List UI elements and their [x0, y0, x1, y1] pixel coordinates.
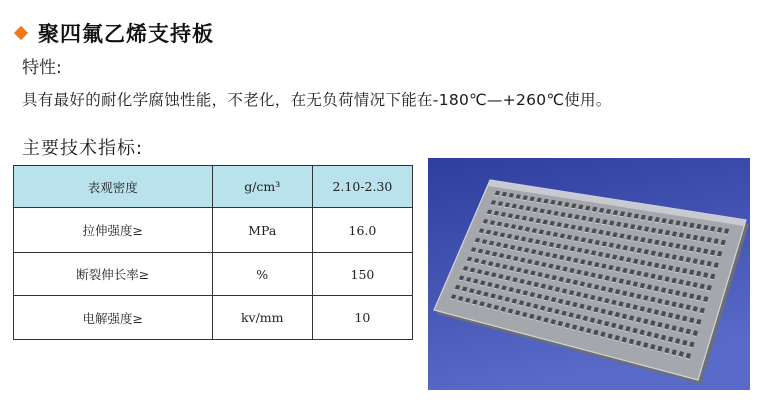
spec-table-row	[14, 208, 413, 253]
spec-table	[13, 165, 413, 340]
spec-unit-cell: MPa	[212, 208, 312, 253]
spec-value-cell: 10	[312, 296, 412, 340]
specs-heading: 主要技术指标:	[22, 138, 144, 159]
spec-unit-cell: g/cm³	[212, 166, 312, 208]
spec-name-cell: 断裂伸长率≥	[14, 253, 213, 296]
spec-value-cell: 2.10-2.30	[312, 166, 412, 208]
spec-unit-cell: kv/mm	[212, 296, 312, 340]
spec-value-cell: 150	[312, 253, 412, 296]
spec-name-cell: 表观密度	[14, 166, 213, 208]
spec-name-cell: 电解强度≥	[14, 296, 213, 340]
title-row	[14, 20, 214, 46]
spec-unit-cell: %	[212, 253, 312, 296]
spec-table-row	[14, 296, 413, 340]
ptfe-support-plate-photo-icon	[428, 158, 750, 390]
spec-table-row	[14, 253, 413, 296]
product-photo	[428, 158, 750, 390]
diamond-bullet-icon	[14, 26, 28, 40]
spec-table-header-row	[14, 166, 413, 208]
properties-heading: 特性:	[22, 58, 62, 78]
spec-value-cell: 16.0	[312, 208, 412, 253]
spec-name-cell: 拉伸强度≥	[14, 208, 213, 253]
page-title: 聚四氟乙烯支持板	[38, 22, 214, 46]
properties-description: 具有最好的耐化学腐蚀性能，不老化，在无负荷情况下能在-180℃—+260℃使用。	[22, 91, 612, 109]
